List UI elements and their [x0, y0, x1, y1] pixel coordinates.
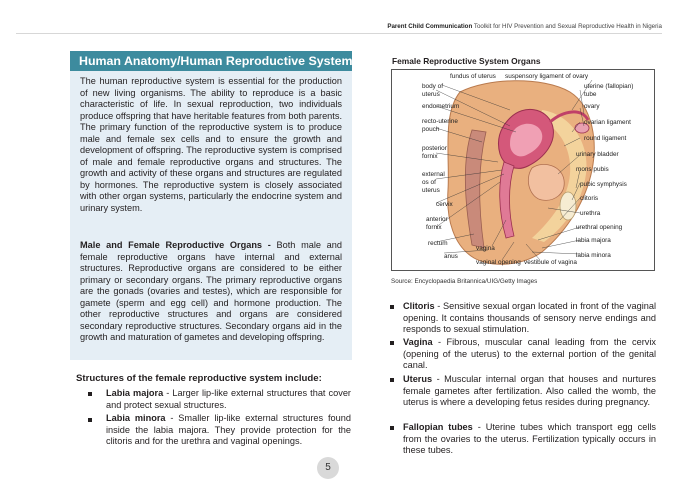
bullet-marker — [390, 305, 394, 309]
item-term: Uterus — [403, 374, 433, 384]
header-bold: Parent Child Communication — [387, 23, 473, 30]
label-endometrium: endometrium — [422, 103, 460, 110]
label-body1: body of — [422, 83, 443, 90]
item-term: Fallopian tubes — [403, 422, 473, 432]
page-number: 5 — [317, 457, 339, 479]
item-term: Vagina — [403, 337, 433, 347]
label-urinary: urinary bladder — [576, 151, 619, 158]
label-recto1: recto-uterine — [422, 118, 458, 125]
list-item-fallopian-tubes — [403, 422, 656, 457]
label-pubic: pubic symphysis — [580, 181, 627, 188]
label-ovarian: ovarian ligament — [584, 119, 631, 126]
label-ant1: anterior — [426, 216, 448, 223]
anatomy-illustration — [392, 70, 654, 270]
label-body2: uterus — [422, 91, 440, 98]
list-item-uterus — [403, 374, 656, 409]
label-ext1: external — [422, 171, 445, 178]
item-term: Labia minora — [106, 413, 166, 423]
item-text: - Uterine tubes which transport egg cells from the ovaries to the uterus. Fertilization typically occurs in these tubes. — [403, 422, 656, 455]
intro-paragraph: The human reproductive system is essential for the production of new living organisms. The ability to reproduce is a basic characteristic of life. In sexual reproduction, two individuals produce offspring that have heritable features from both parents. The primary function of the reproductive system is to produce male and female sex cells and to ensure the growth and development of offspring. The reproductive system is comprised of male and female reproductive organs and structures. The growth and activity of these organs and structures are regulated by hormones. The reproductive system is closely associated with other organ systems, particularly the endocrine system and urinary system. — [80, 76, 342, 213]
figure-title: Female Reproductive System Organs — [392, 56, 541, 66]
list-item-vagina — [403, 337, 656, 372]
item-text: - Muscular internal organ that houses and nurtures female gametes after fertilization. Also called the womb, the uterus is where a developing fetus resides during pregnancy. — [403, 374, 656, 407]
header-rest: Toolkit for HIV Prevention and Sexual Reproductive Health in Nigeria — [472, 23, 662, 30]
label-uterine1: uterine (fallopian) — [584, 83, 634, 90]
list-item-clitoris — [403, 301, 656, 336]
label-anus: anus — [444, 253, 458, 260]
label-ovary: ovary — [584, 103, 600, 110]
label-ant2: fornix — [426, 224, 442, 231]
label-mons: mons pubis — [576, 166, 609, 173]
organs-paragraph — [80, 240, 342, 344]
label-majora: labia majora — [576, 237, 611, 244]
item-text: - Larger lip-like external structures that cover and protect sexual structures. — [106, 388, 351, 410]
label-urethra: urethra — [580, 210, 601, 217]
figure-source: Source: Encyclopaedia Britannica/UIG/Getty Images — [391, 278, 538, 285]
label-round: round ligament — [584, 135, 627, 142]
label-urethral: urethral opening — [576, 224, 623, 231]
running-header — [387, 23, 662, 30]
label-cervix: cervix — [436, 201, 453, 208]
structures-heading: Structures of the female reproductive system include: — [76, 373, 322, 384]
bladder-shape — [528, 164, 564, 200]
label-post1: posterior — [422, 145, 447, 152]
bullet-marker — [88, 392, 92, 396]
item-term: Labia majora — [106, 388, 164, 398]
label-vopen: vaginal opening — [476, 259, 521, 266]
bullet-marker — [390, 378, 394, 382]
list-item-labia-minora — [106, 413, 351, 448]
label-recto2: pouch — [422, 126, 440, 133]
item-text: - Fibrous, muscular canal leading from the cervix (opening of the uterus) to the external portion of the genital canal. — [403, 337, 656, 370]
item-text: - Sensitive sexual organ located in front of the vaginal opening. It contains thousands of sensory nerve endings and responds to sexual stimulation. — [403, 301, 656, 334]
label-rectum: rectum — [428, 240, 448, 247]
label-fundus: fundus of uterus — [450, 73, 496, 80]
bullet-marker — [390, 426, 394, 430]
label-ext2: os of — [422, 179, 436, 186]
bullet-marker — [88, 418, 92, 422]
list-item-labia-majora — [106, 388, 351, 411]
bullet-marker — [390, 341, 394, 345]
item-text: - Smaller lip-like external structures found inside the labia majora. They provide protection for the clitoris and for the urethra and vaginal openings. — [106, 413, 351, 446]
label-uterine2: tube — [584, 91, 597, 98]
section-title: Human Anatomy/Human Reproductive System — [70, 51, 352, 71]
label-minora: labia minora — [576, 252, 611, 259]
label-vagina: vagina — [476, 245, 495, 252]
label-clitoris: clitoris — [580, 195, 599, 202]
item-term: Clitoris — [403, 301, 435, 311]
organs-term: Male and Female Reproductive Organs - — [80, 240, 277, 250]
label-suspensory: suspensory ligament of ovary — [505, 73, 589, 80]
label-vestibule: vestibule of vagina — [524, 259, 577, 266]
anatomy-figure — [391, 69, 655, 271]
label-post2: fornix — [422, 153, 438, 160]
label-ext3: uterus — [422, 187, 440, 194]
organs-text: Both male and female reproductive organs have internal and external structures. Reproductive organs are considered to be either primary or secondary organs. The primary reproductive organs are the gonads (ovaries and testes), which are responsible for gamete (sperm and egg cell) and hormone production. The other reproductive structures and organs are considered secondary reproductive structures. Secondary organs aid in the growth and maturation of gametes and developing offspring. — [80, 240, 343, 342]
header-rule — [16, 33, 662, 34]
anatomy-panel — [70, 51, 352, 360]
